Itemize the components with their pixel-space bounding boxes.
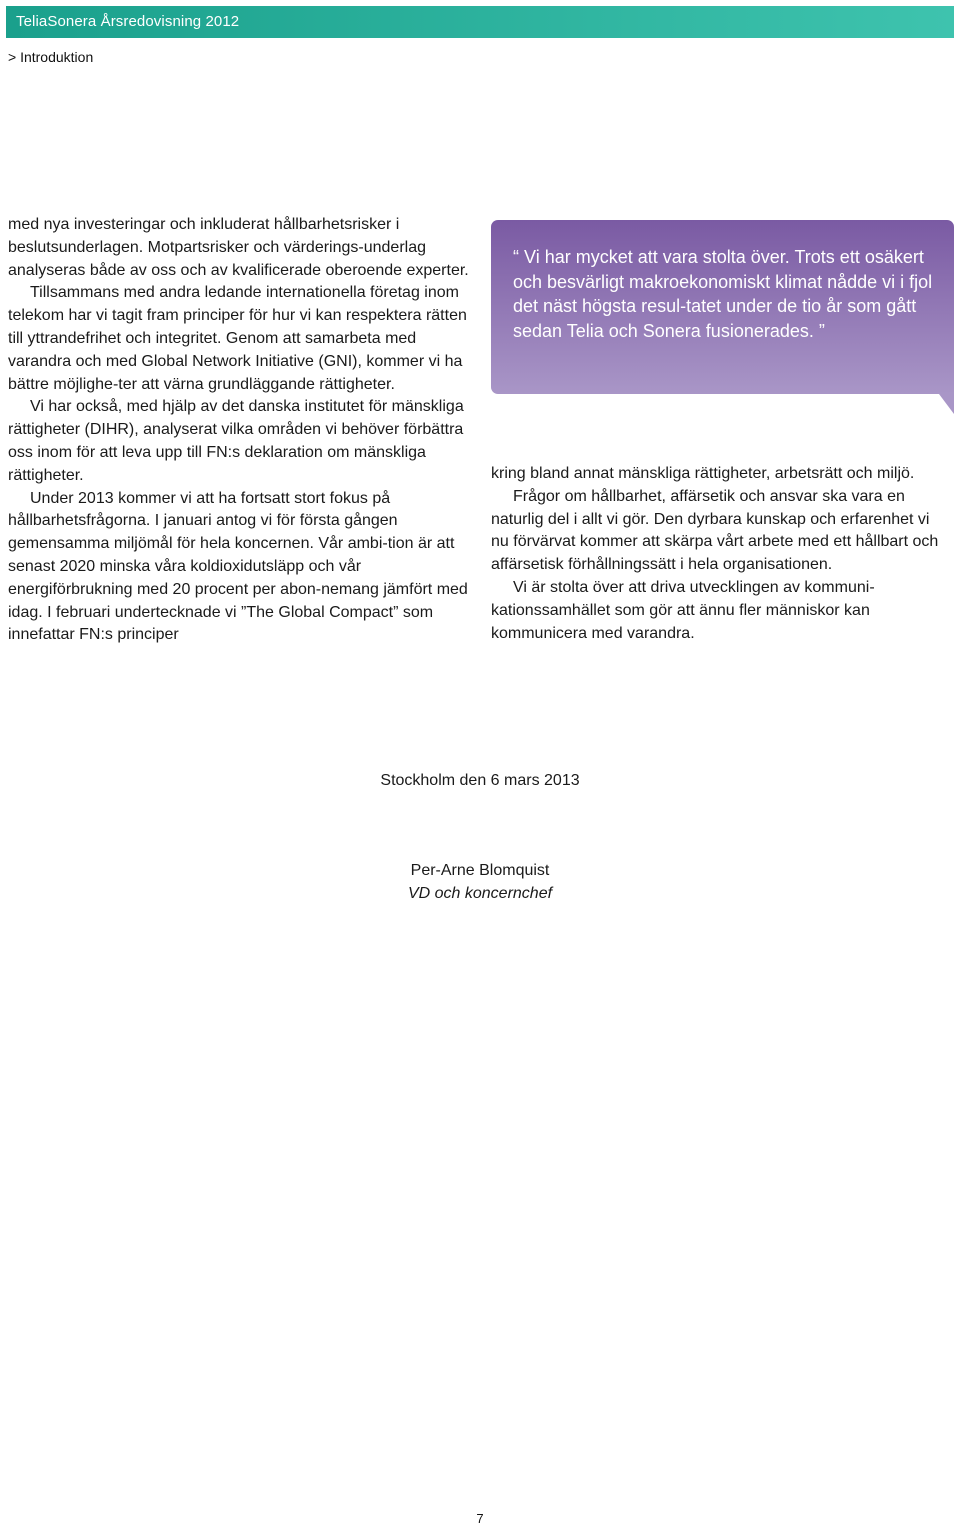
speech-bubble-tail	[939, 394, 954, 414]
paragraph: kring bland annat mänskliga rättigheter, arbetsrätt och miljö.	[491, 465, 915, 482]
signer-name: Per-Arne Blomquist	[410, 862, 550, 879]
paragraph: Vi har också, med hjälp av det danska institutet för mänskliga rättigheter (DIHR), analyserat vilka områden vi behöver förbättra oss inom för att leva upp till FN:s deklaration om mänskliga rättigheter.	[8, 398, 464, 484]
right-text-column	[491, 463, 951, 645]
place-date: Stockholm den 6 mars 2013	[380, 772, 580, 789]
close-quote-mark: ”	[818, 320, 825, 341]
paragraph: Under 2013 kommer vi att ha fortsatt stort fokus på hållbarhetsfrågorna. I januari antog vi för första gången gemensamma miljömål för hela koncernen. Vår ambi-tion är att senast 2020 minska våra koldioxidutsläpp och vår energiförbrukning med 20 procent per abon-nemang jämfört med idag. I februari undertecknade vi ”The Global Compact” som innefattar FN:s principer	[8, 489, 468, 644]
paragraph: med nya investeringar och inkluderat hållbarhetsrisker i beslutsunderlagen. Motpartsrisker och värderings-underlag analyseras både av oss och av kvalificerade oberoende experter.	[8, 216, 469, 279]
pull-quote-text: Vi har mycket att vara stolta över. Trots ett osäkert och besvärligt makroekonomiskt klimat nådde vi i fjol det näst högsta resul-tatet under de tio år som gått sedan Telia och Sonera fusionerades.	[513, 247, 933, 341]
report-header-bar	[6, 6, 954, 38]
open-quote-mark: “	[513, 247, 519, 267]
pull-quote-box	[491, 220, 954, 394]
report-title: TeliaSonera Årsredovisning 2012	[16, 13, 240, 30]
breadcrumb[interactable]: > Introduktion	[8, 49, 94, 65]
signer-title: VD och koncernchef	[407, 885, 553, 902]
left-text-column	[8, 214, 476, 647]
paragraph: Tillsammans med andra ledande internationella företag inom telekom har vi tagit fram principer för hur vi kan respektera rätten till yttrandefrihet och integritet. Genom att samarbeta med varandra och med Global Network Initiative (GNI), kommer vi ha bättre möjlighe-ter att värna grundläggande rättigheter.	[8, 284, 467, 393]
page-number: 7	[476, 1511, 484, 1526]
paragraph: Frågor om hållbarhet, affärsetik och ansvar ska vara en naturlig del i allt vi gör. Den dyrbara kunskap och erfarenhet vi nu förvärvat kommer att skärpa vårt arbete med ett hållbart och affärsetisk förhållningssätt i hela organisationen.	[491, 487, 939, 574]
paragraph: Vi är stolta över att driva utvecklingen av kommuni-kationssamhället som gör att ännu fler människor kan kommunicera med varandra.	[491, 578, 875, 642]
pull-quote	[513, 245, 933, 343]
